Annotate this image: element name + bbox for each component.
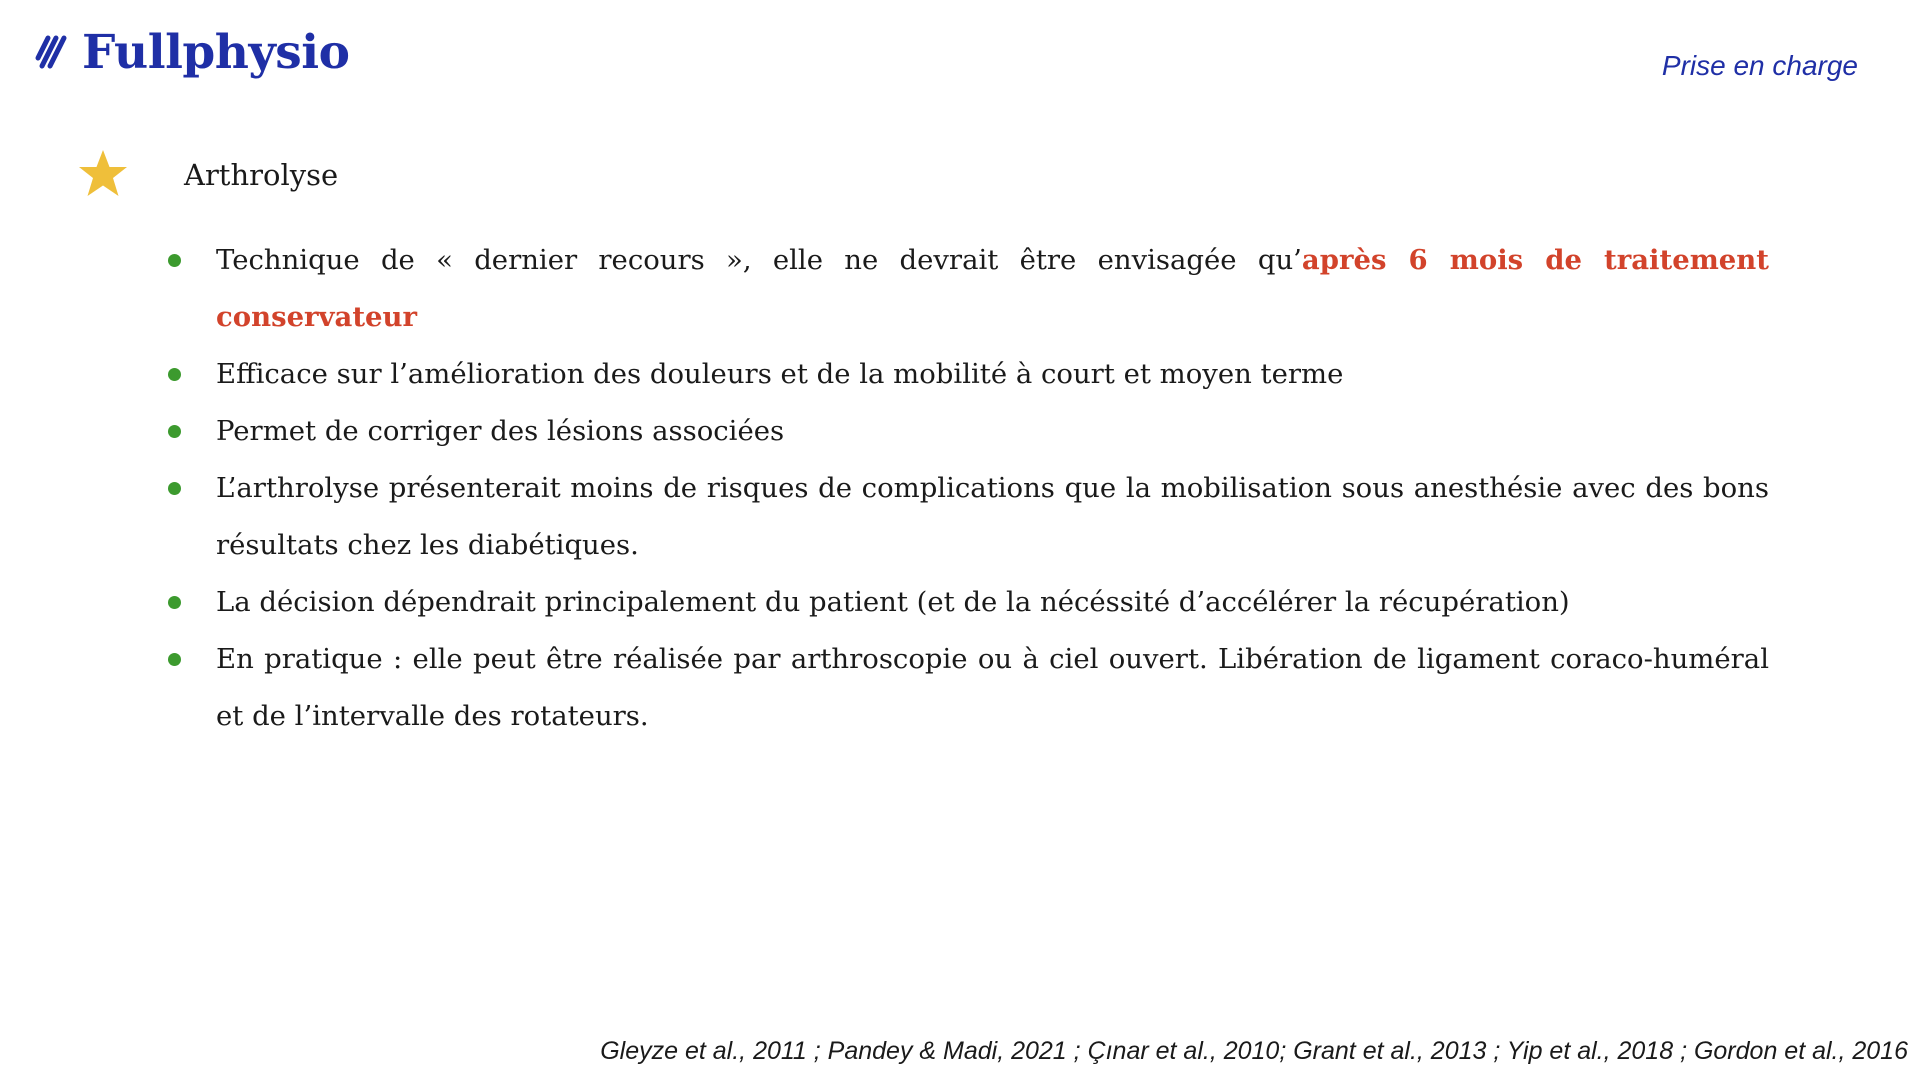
bullet-text: En pratique : elle peut être réalisée par arthroscopie ou à ciel ouvert. Libération de ligament coraco-huméral et de l’intervalle des rotateurs. <box>216 643 1769 732</box>
bullet-item <box>166 631 1769 745</box>
bullet-item <box>166 346 1769 403</box>
bullet-dot <box>168 425 181 438</box>
slide-heading <box>74 146 338 204</box>
bullet-text: Efficace sur l’amélioration des douleurs et de la mobilité à court et moyen terme <box>216 358 1344 390</box>
references-footer: Gleyze et al., 2011 ; Pandey & Madi, 2021 ; Çınar et al., 2010; Grant et al., 2013 ; Yip et al., 2018 ; Gordon et al., 2016 <box>600 1037 1908 1065</box>
bullet-text: Permet de corriger des lésions associées <box>216 415 785 447</box>
bullet-dot <box>168 368 181 381</box>
section-label: Prise en charge <box>1661 50 1858 81</box>
triple-slash-logo-icon <box>34 28 74 76</box>
bullet-highlight: après 6 mois de traitement conservateur <box>216 244 1769 333</box>
star-icon <box>74 146 132 204</box>
bullet-dot <box>168 653 181 666</box>
bullet-item <box>166 460 1769 574</box>
bullet-list <box>166 232 1769 745</box>
bullet-dot <box>168 254 181 267</box>
bullet-item <box>166 403 1769 460</box>
bullet-dot <box>168 596 181 609</box>
bullet-text: La décision dépendrait principalement du patient (et de la nécéssité d’accélérer la récupération) <box>216 586 1570 618</box>
bullet-text: L’arthrolyse présenterait moins de risques de complications que la mobilisation sous anesthésie avec des bons résultats chez les diabétiques. <box>216 472 1769 561</box>
brand-name: Fullphysio <box>82 24 350 80</box>
bullet-text: Technique de « dernier recours », elle ne devrait être envisagée qu’ <box>216 244 1302 276</box>
bullet-item <box>166 574 1769 631</box>
bullet-dot <box>168 482 181 495</box>
bullet-item <box>166 232 1769 346</box>
slide-title: Arthrolyse <box>184 158 339 192</box>
brand-logo <box>34 24 350 80</box>
